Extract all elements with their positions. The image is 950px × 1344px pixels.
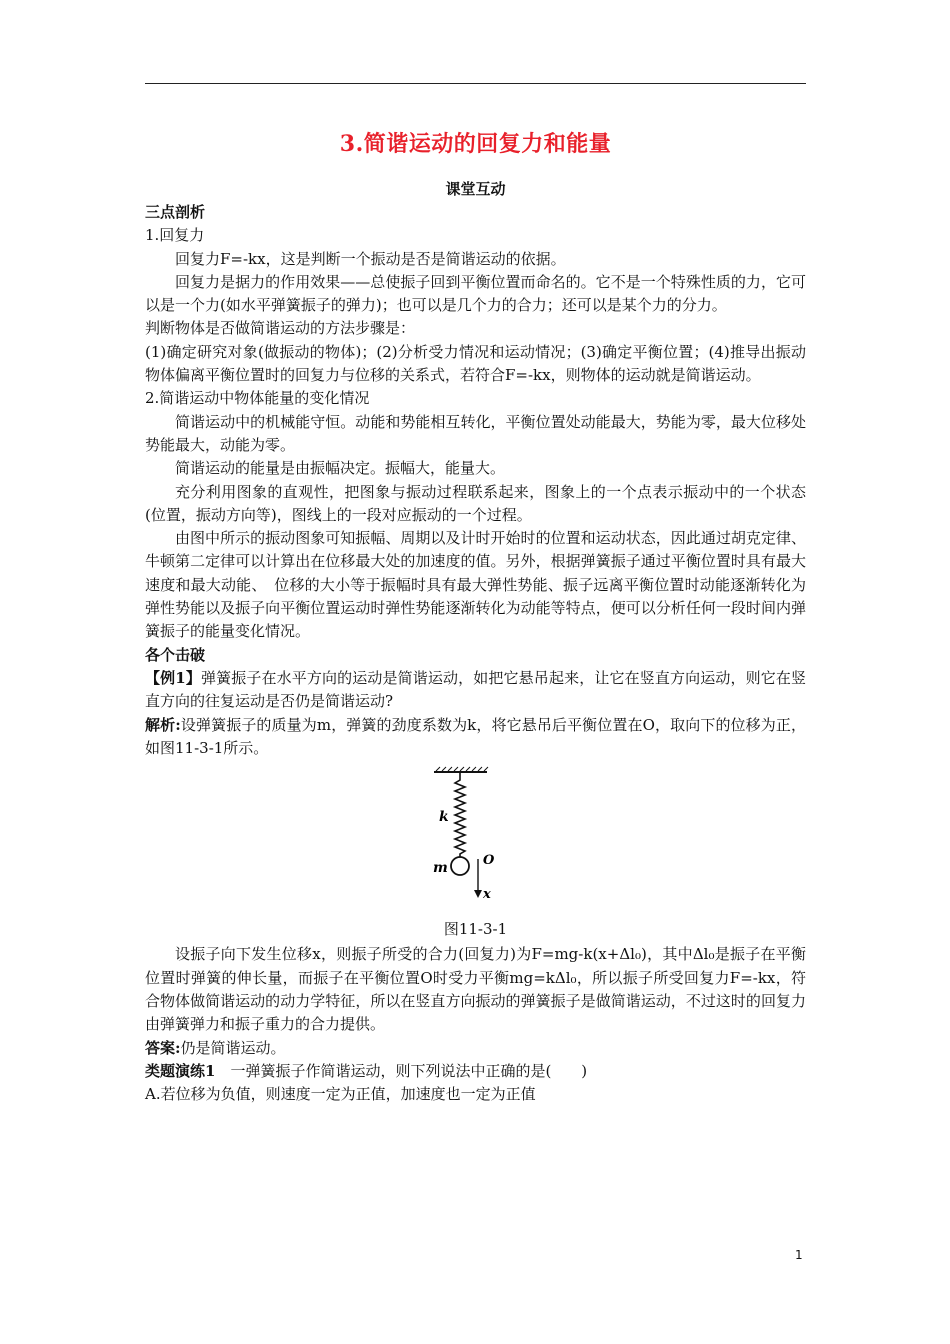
p2-text3: 充分利用图象的直观性，把图象与振动过程联系起来，图象上的一个点表示振动中的一个状态(位置，振动方向等)，图线上的一段对应振动的一个过程。 (145, 482, 806, 524)
p1-text1: 回复力F=-kx，这是判断一个振动是否是简谐运动的依据。 (175, 249, 566, 268)
figure-caption: 图11-3-1 (443, 920, 508, 939)
answer-text: 仍是简谐运动。 (180, 1038, 286, 1057)
spring-figure (145, 766, 806, 906)
label-o: O (482, 853, 494, 869)
example-label: 【例1】 (145, 668, 201, 687)
practice-paragraph (145, 1060, 806, 1083)
spring-oscillator-diagram (431, 766, 521, 906)
spring-coil (455, 773, 465, 857)
analysis-paragraph (145, 714, 806, 761)
p2-text1: 简谐运动中的机械能守恒。动能和势能相互转化，平衡位置处动能最大，势能为零，最大位移处势能最大，动能为零。 (145, 412, 806, 454)
answer-paragraph (145, 1037, 806, 1060)
practice-text: 一弹簧振子作简谐运动，则下列说法中正确的是( ) (215, 1061, 588, 1080)
p2-text4: 由图中所示的振动图象可知振幅、周期以及计时开始时的位置和运动状态，因此通过胡克定律、牛顿第二定律可以计算出在位移最大处的加速度的值。另外，根据弹簧振子通过平衡位置时具有最大速度和最大动能、 位移的大小等于振幅时具有最大弹性势能、振子远离平衡位置时动能逐渐转化为弹性势能以及振子向平衡位置运动时弹性势能逐渐转化为动能等特点，便可以分析任何一段时间内弹簧振子的能量变化情况。 (145, 529, 806, 641)
analysis-text: 设弹簧振子的质量为m，弹簧的劲度系数为k，将它悬吊后平衡位置在O，取向下的位移为正，如图11-3-1所示。 (145, 715, 806, 757)
answer-label: 答案: (145, 1038, 181, 1057)
ceiling-hatch (436, 767, 488, 771)
p2-heading: 2.简谐运动中物体能量的变化情况 (145, 389, 370, 408)
option-a: A.若位移为负值，则速度一定为正值，加速度也一定为正值 (145, 1085, 536, 1104)
mass-ball (451, 857, 469, 875)
part1-heading: 三点剖析 (145, 203, 206, 221)
p2-text2: 简谐运动的能量是由振幅决定。振幅大，能量大。 (175, 459, 506, 478)
analysis-text2: 设振子向下发生位移x，则振子所受的合力(回复力)为F=mg-k(x+Δl₀)，其中Δl₀是振子在平衡位置时弹簧的伸长量，而振子在平衡位置O时受力平衡mg=kΔl₀，所以振子所受回复力F=-kx，符合物体做简谐运动的动力学特征，所以在竖直方向振动的弹簧振子是做简谐运动，不过这时的回复力由弹簧弹力和振子重力的合力提供。 (145, 945, 806, 1034)
label-x: x (482, 887, 491, 903)
practice-label: 类题演练1 (145, 1061, 216, 1080)
example-paragraph (145, 667, 806, 714)
p1-text3: 判断物体是否做简谐运动的方法步骤是： (145, 319, 416, 338)
label-k: k (438, 809, 449, 826)
header-rule (145, 83, 806, 84)
x-axis-arrow-icon (474, 890, 482, 898)
page-number: 1 (795, 1248, 803, 1262)
document-body (145, 100, 806, 1107)
section-title: 课堂互动 (445, 180, 506, 198)
page-title: 3.简谐运动的回复力和能量 (339, 131, 612, 157)
analysis-label: 解析: (145, 715, 181, 734)
p1-text4: (1)确定研究对象(做振动的物体)；(2)分析受力情况和运动情况；(3)确定平衡位置；(4)推导出振动物体偏离平衡位置时的回复力与位移的关系式，若符合F=-kx，则物体的运动就是简谐运动。 (145, 342, 806, 385)
p1-text2: 回复力是据力的作用效果——总使振子回到平衡位置而命名的。它不是一个特殊性质的力，它可以是一个力(如水平弹簧振子的弹力)；也可以是几个力的合力；还可以是某个力的分力。 (145, 272, 806, 315)
p1-heading: 1.回复力 (145, 226, 205, 245)
part2-heading: 各个击破 (145, 645, 206, 664)
label-m: m (432, 860, 448, 877)
example-text: 弹簧振子在水平方向的运动是简谐运动，如把它悬吊起来，让它在竖直方向运动，则它在竖直方向的往复运动是否仍是简谐运动? (145, 668, 807, 711)
